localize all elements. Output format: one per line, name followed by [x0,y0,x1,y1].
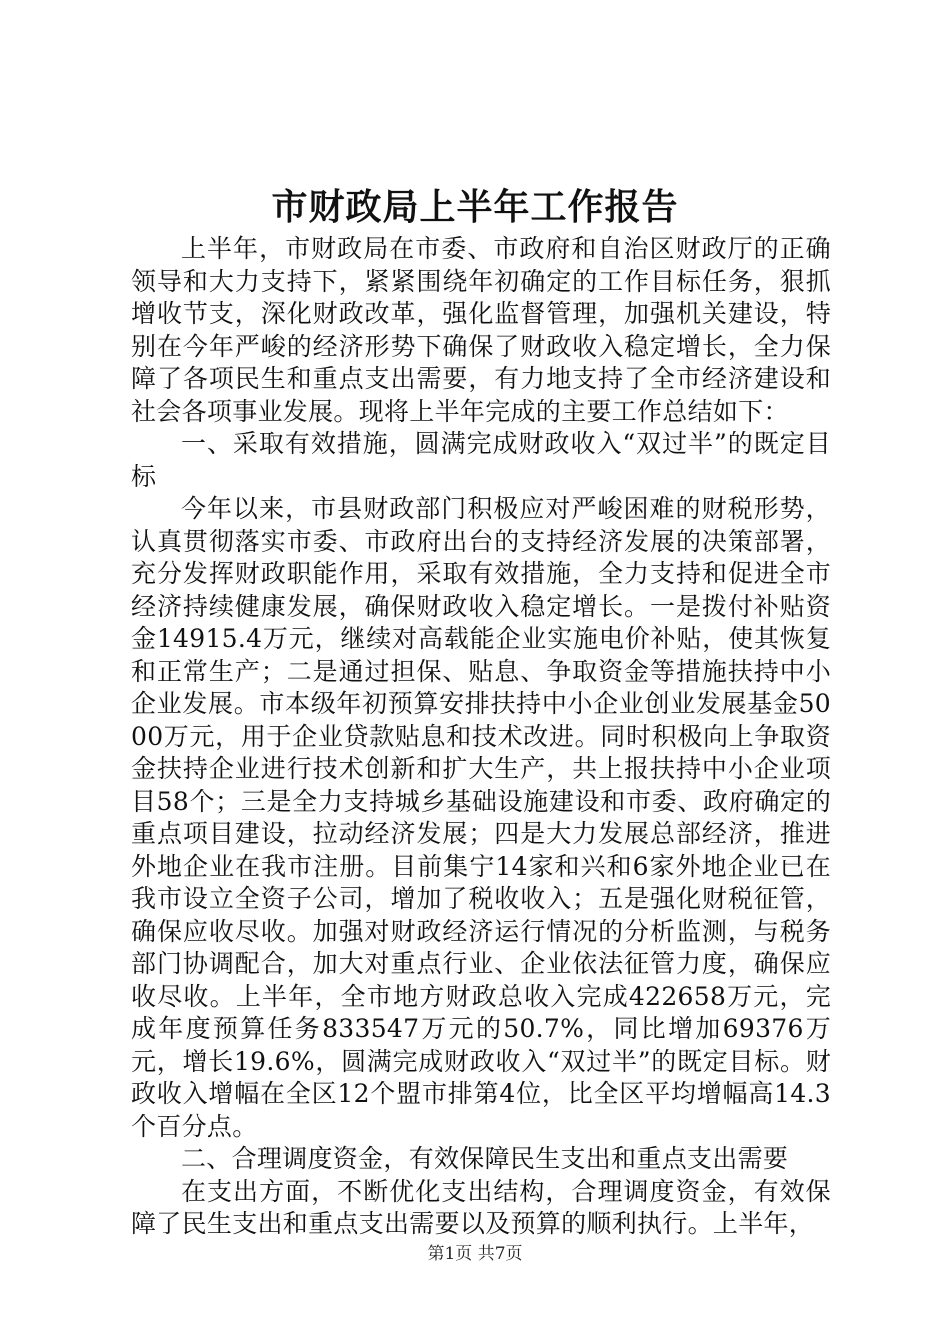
document-body [131,233,831,1241]
section-two-paragraph: 在支出方面，不断优化支出结构，合理调度资金，有效保障了民生支出和重点支出需要以及预算的顺利执行。上半年， [131,1176,831,1238]
intro-paragraph: 上半年，市财政局在市委、市政府和自治区财政厅的正确领导和大力支持下，紧紧围绕年初确定的工作目标任务，狠抓增收节支，深化财政改革，强化监督管理，加强机关建设，特别在今年严峻的经济形势下确保了财政收入稳定增长，全力保障了各项民生和重点支出需要，有力地支持了全市经济建设和社会各项事业发展。现将上半年完成的主要工作总结如下： [131,234,831,426]
section-two-heading: 二、合理调度资金，有效保障民生支出和重点支出需要 [181,1144,789,1173]
document-title: 市财政局上半年工作报告 [271,186,679,228]
section-one-paragraph: 今年以来，市县财政部门积极应对严峻困难的财税形势，认真贯彻落实市委、市政府出台的支持经济发展的决策部署，充分发挥财政职能作用，采取有效措施，全力支持和促进全市经济持续健康发展，确保财政收入稳定增长。一是拨付补贴资金14915.4万元，继续对高载能企业实施电价补贴，使其恢复和正常生产；二是通过担保、贴息、争取资金等措施扶持中小企业发展。市本级年初预算安排扶持中小企业创业发展基金5000万元，用于企业贷款贴息和技术改进。同时积极向上争取资金扶持企业进行技术创新和扩大生产，共上报扶持中小企业项目58个；三是全力支持城乡基础设施建设和市委、政府确定的重点项目建设，拉动经济发展；四是大力发展总部经济，推进外地企业在我市注册。目前集宁14家和兴和6家外地企业已在我市设立全资子公司，增加了税收收入；五是强化财税征管，确保应收尽收。加强对财政经济运行情况的分析监测，与税务部门协调配合，加大对重点行业、企业依法征管力度，确保应收尽收。上半年，全市地方财政总收入完成422658万元，完成年度预算任务833547万元的50.7%，同比增加69376万元，增长19.6%，圆满完成财政收入“双过半”的既定目标。财政收入增幅在全区12个盟市排第4位，比全区平均增幅高14.3个百分点。 [131,494,831,1141]
section-one-heading: 一、采取有效措施，圆满完成财政收入“双过半”的既定目标 [131,429,831,491]
page-number-footer: 第1页 共7页 [427,1244,523,1264]
